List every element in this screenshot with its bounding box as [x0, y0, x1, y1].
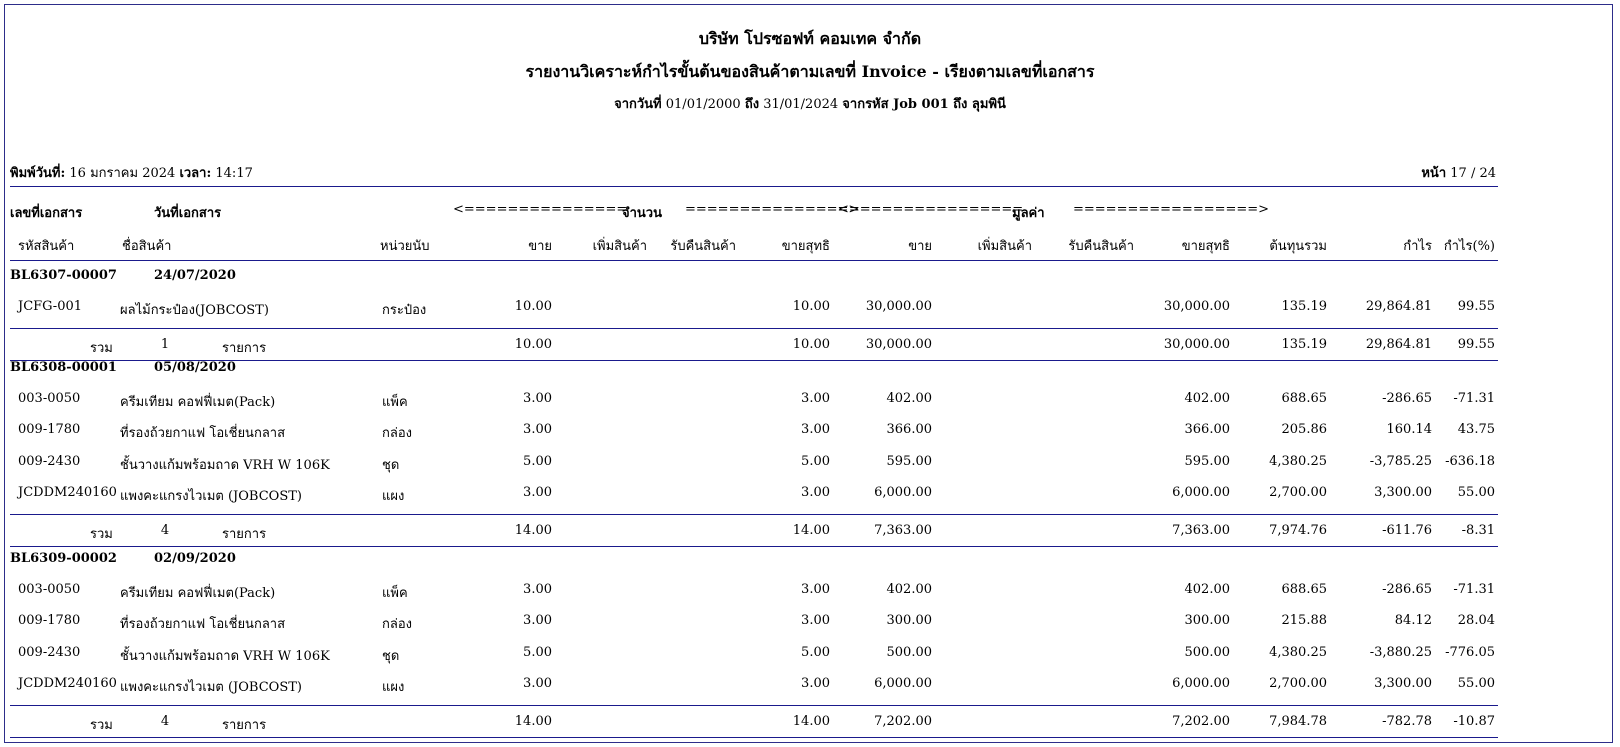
item-profit: 84.12 — [1394, 613, 1432, 629]
item-code: 003-0050 — [18, 391, 81, 407]
item-code: 009-2430 — [18, 453, 81, 469]
page-number — [1380, 162, 1496, 183]
header-rule-bottom — [10, 260, 1498, 261]
item-sale-value: 30,000.00 — [865, 299, 932, 315]
item-net-value: 300.00 — [1184, 613, 1230, 629]
item-sale-qty: 3.00 — [523, 484, 552, 500]
item-sale-qty: 3.00 — [523, 391, 552, 407]
item-unit: แพ็ค — [382, 395, 408, 411]
subtotal-cost: 135.19 — [1281, 337, 1327, 353]
item-net-qty: 3.00 — [801, 675, 830, 691]
subtotal-profit-pct: 99.55 — [1457, 337, 1495, 353]
item-profit: 3,300.00 — [1374, 484, 1432, 500]
item-cost: 688.65 — [1281, 391, 1327, 407]
item-net-qty: 3.00 — [801, 422, 830, 438]
print-value: 16 มกราคม 2024 — [69, 166, 176, 181]
subtotal-profit: -611.76 — [1382, 523, 1432, 538]
item-name: แพงคะแกรงไวเมต (JOBCOST) — [120, 679, 302, 695]
col-return-value: รับคืนสินค้า — [1068, 239, 1134, 254]
item-code: JCDDM240160 — [18, 675, 117, 691]
col-qty-group: จำนวน — [622, 206, 662, 221]
col-return: รับคืนสินค้า — [670, 239, 736, 254]
item-name: ที่รองถ้วยกาแฟ โอเชี่ยนกลาส — [120, 426, 286, 442]
subtotal-count: 1 — [160, 337, 170, 353]
group-end-rule — [10, 546, 1498, 547]
item-sale-qty: 5.00 — [523, 644, 552, 660]
item-name: ครีมเทียม คอฟฟี่เมต(Pack) — [120, 586, 276, 602]
col-profit-pct: กำไร(%) — [1443, 239, 1495, 254]
item-unit: ชุด — [382, 648, 400, 664]
col-val-group-right: =================> — [1073, 202, 1270, 217]
item-profit: 160.14 — [1386, 422, 1432, 438]
subtotal-sale-qty: 10.00 — [514, 337, 552, 353]
item-net-qty: 3.00 — [801, 484, 830, 500]
item-profit-pct: -636.18 — [1445, 453, 1495, 469]
item-sale-value: 500.00 — [886, 644, 932, 660]
item-unit: แพ็ค — [382, 586, 408, 602]
item-net-value: 366.00 — [1184, 422, 1230, 438]
col-unit: หน่วยนับ — [380, 239, 430, 254]
item-name: ที่รองถ้วยกาแฟ โอเชี่ยนกลาส — [120, 617, 286, 633]
item-net-value: 595.00 — [1184, 453, 1230, 469]
item-profit: -3,785.25 — [1369, 453, 1432, 469]
item-net-value: 402.00 — [1184, 582, 1230, 598]
subtotal-sale-value: 7,202.00 — [874, 714, 932, 729]
range-label-from: จากวันที่ — [614, 97, 662, 112]
range-label-job: จากรหัส Job 001 ถึง ลุมพินี — [842, 97, 1006, 112]
col-profit: กำไร — [1403, 239, 1432, 254]
item-profit-pct: -71.31 — [1453, 391, 1495, 407]
subtotal-count: 4 — [160, 523, 170, 538]
item-profit: 3,300.00 — [1374, 675, 1432, 691]
page-value: 17 / 24 — [1450, 166, 1496, 181]
item-unit: กล่อง — [382, 617, 412, 633]
item-profit-pct: 28.04 — [1457, 613, 1495, 629]
col-net: ขายสุทธิ — [781, 239, 830, 254]
item-profit-pct: -776.05 — [1445, 644, 1495, 660]
item-net-value: 30,000.00 — [1163, 299, 1230, 315]
print-date — [10, 162, 253, 183]
subtotal-rule — [10, 514, 1498, 515]
subtotal-rule — [10, 328, 1498, 329]
col-qty-group-left: <=============== — [453, 202, 628, 217]
item-cost: 205.86 — [1281, 422, 1327, 438]
item-net-value: 402.00 — [1184, 391, 1230, 407]
item-sale-qty: 5.00 — [523, 453, 552, 469]
item-sale-value: 595.00 — [886, 453, 932, 469]
item-name: ครีมเทียม คอฟฟี่เมต(Pack) — [120, 395, 276, 411]
item-unit: แผง — [382, 679, 405, 695]
time-value: 14:17 — [215, 166, 253, 181]
item-profit-pct: 55.00 — [1457, 484, 1495, 500]
item-profit: 29,864.81 — [1365, 299, 1432, 315]
subtotal-cost: 7,984.78 — [1269, 714, 1327, 729]
subtotal-rule — [10, 705, 1498, 706]
col-doc-no: เลขที่เอกสาร — [10, 206, 83, 221]
item-name: ผลไม้กระป๋อง(JOBCOST) — [120, 303, 269, 319]
item-unit: แผง — [382, 488, 405, 504]
subtotal-net-value: 30,000.00 — [1163, 337, 1230, 353]
subtotal-sale-value: 30,000.00 — [865, 337, 932, 353]
subtotal-count-label: รายการ — [222, 341, 267, 357]
company-name: บริษัท โปรซอฟท์ คอมเทค จำกัด — [698, 29, 922, 48]
range-date-to: 31/01/2024 — [763, 97, 839, 112]
item-cost: 2,700.00 — [1269, 484, 1327, 500]
subtotal-sale-value: 7,363.00 — [874, 523, 932, 538]
item-net-qty: 3.00 — [801, 582, 830, 598]
subtotal-count-label: รายการ — [222, 527, 267, 542]
report-title: รายงานวิเคราะห์กำไรขั้นต้นของสินค้าตามเลขที่ Invoice - เรียงตามเลขที่เอกสาร — [525, 62, 1095, 81]
item-net-qty: 3.00 — [801, 613, 830, 629]
print-label: พิมพ์วันที่: — [10, 166, 66, 181]
subtotal-sale-qty: 14.00 — [514, 714, 552, 729]
col-sale: ขาย — [528, 239, 552, 254]
col-add-value: เพิ่มสินค้า — [977, 239, 1032, 254]
col-val-group-left: <================ — [838, 202, 1024, 217]
item-sale-value: 402.00 — [886, 582, 932, 598]
subtotal-label: รวม — [90, 527, 113, 542]
header-rule-top — [10, 186, 1498, 187]
item-sale-qty: 3.00 — [523, 613, 552, 629]
item-profit-pct: 43.75 — [1457, 422, 1495, 438]
item-profit-pct: 55.00 — [1457, 675, 1495, 691]
col-add: เพิ่มสินค้า — [592, 239, 647, 254]
item-profit-pct: 99.55 — [1457, 299, 1495, 315]
item-code: 009-1780 — [18, 613, 81, 629]
item-sale-value: 6,000.00 — [874, 675, 932, 691]
col-item-code: รหัสสินค้า — [18, 239, 75, 254]
item-sale-value: 300.00 — [886, 613, 932, 629]
page-label: หน้า — [1421, 166, 1447, 181]
item-net-qty: 5.00 — [801, 644, 830, 660]
item-sale-qty: 3.00 — [523, 675, 552, 691]
col-val-group: มูลค่า — [1012, 206, 1045, 221]
time-label: เวลา: — [179, 166, 212, 181]
range-label-to: ถึง — [744, 97, 760, 112]
subtotal-profit: -782.78 — [1382, 714, 1432, 729]
subtotal-cost: 7,974.76 — [1269, 523, 1327, 538]
item-code: JCDDM240160 — [18, 484, 117, 500]
col-qty-group-right: ===============> — [685, 202, 860, 217]
item-unit: ชุด — [382, 457, 400, 473]
doc-number: BL6308-00001 — [10, 360, 117, 375]
item-net-qty: 5.00 — [801, 453, 830, 469]
col-sale-value: ขาย — [908, 239, 932, 254]
doc-number: BL6309-00002 — [10, 551, 117, 566]
item-code: 009-1780 — [18, 422, 81, 438]
item-sale-value: 366.00 — [886, 422, 932, 438]
subtotal-count: 4 — [160, 714, 170, 729]
group-end-rule — [10, 737, 1498, 738]
item-cost: 4,380.25 — [1269, 453, 1327, 469]
range-date-from: 01/01/2000 — [665, 97, 741, 112]
item-profit-pct: -71.31 — [1453, 582, 1495, 598]
item-cost: 215.88 — [1281, 613, 1327, 629]
item-cost: 135.19 — [1281, 299, 1327, 315]
item-cost: 4,380.25 — [1269, 644, 1327, 660]
subtotal-count-label: รายการ — [222, 718, 267, 733]
item-name: ชั้นวางแก้มพร้อมถาด VRH W 106K — [120, 648, 330, 664]
item-unit: กระป๋อง — [382, 303, 427, 319]
doc-date: 02/09/2020 — [154, 551, 236, 566]
col-item-name: ชื่อสินค้า — [122, 239, 172, 254]
item-code: JCFG-001 — [18, 299, 83, 315]
item-net-qty: 3.00 — [801, 391, 830, 407]
item-unit: กล่อง — [382, 426, 412, 442]
item-cost: 2,700.00 — [1269, 675, 1327, 691]
item-profit: -286.65 — [1382, 391, 1432, 407]
item-profit: -286.65 — [1382, 582, 1432, 598]
item-name: ชั้นวางแก้มพร้อมถาด VRH W 106K — [120, 457, 330, 473]
subtotal-profit: 29,864.81 — [1365, 337, 1432, 353]
subtotal-net-qty: 14.00 — [792, 714, 830, 729]
doc-date: 24/07/2020 — [154, 268, 236, 283]
col-cost: ต้นทุนรวม — [1269, 239, 1327, 254]
col-doc-date: วันที่เอกสาร — [154, 206, 222, 221]
item-net-value: 6,000.00 — [1172, 675, 1230, 691]
item-net-qty: 10.00 — [792, 299, 830, 315]
item-profit: -3,880.25 — [1369, 644, 1432, 660]
item-sale-qty: 3.00 — [523, 582, 552, 598]
subtotal-profit-pct: -10.87 — [1453, 714, 1495, 729]
subtotal-profit-pct: -8.31 — [1461, 523, 1495, 538]
item-sale-qty: 3.00 — [523, 422, 552, 438]
subtotal-label: รวม — [90, 718, 113, 733]
subtotal-sale-qty: 14.00 — [514, 523, 552, 538]
item-net-value: 6,000.00 — [1172, 484, 1230, 500]
date-range — [0, 93, 1620, 114]
item-sale-qty: 10.00 — [514, 299, 552, 315]
subtotal-net-value: 7,202.00 — [1172, 714, 1230, 729]
item-sale-value: 402.00 — [886, 391, 932, 407]
item-net-value: 500.00 — [1184, 644, 1230, 660]
doc-number: BL6307-00007 — [10, 268, 117, 283]
subtotal-net-qty: 14.00 — [792, 523, 830, 538]
item-code: 003-0050 — [18, 582, 81, 598]
item-code: 009-2430 — [18, 644, 81, 660]
item-sale-value: 6,000.00 — [874, 484, 932, 500]
subtotal-net-qty: 10.00 — [792, 337, 830, 353]
subtotal-label: รวม — [90, 341, 113, 357]
subtotal-net-value: 7,363.00 — [1172, 523, 1230, 538]
col-net-value: ขายสุทธิ — [1181, 239, 1230, 254]
item-name: แพงคะแกรงไวเมต (JOBCOST) — [120, 488, 302, 504]
doc-date: 05/08/2020 — [154, 360, 236, 375]
item-cost: 688.65 — [1281, 582, 1327, 598]
